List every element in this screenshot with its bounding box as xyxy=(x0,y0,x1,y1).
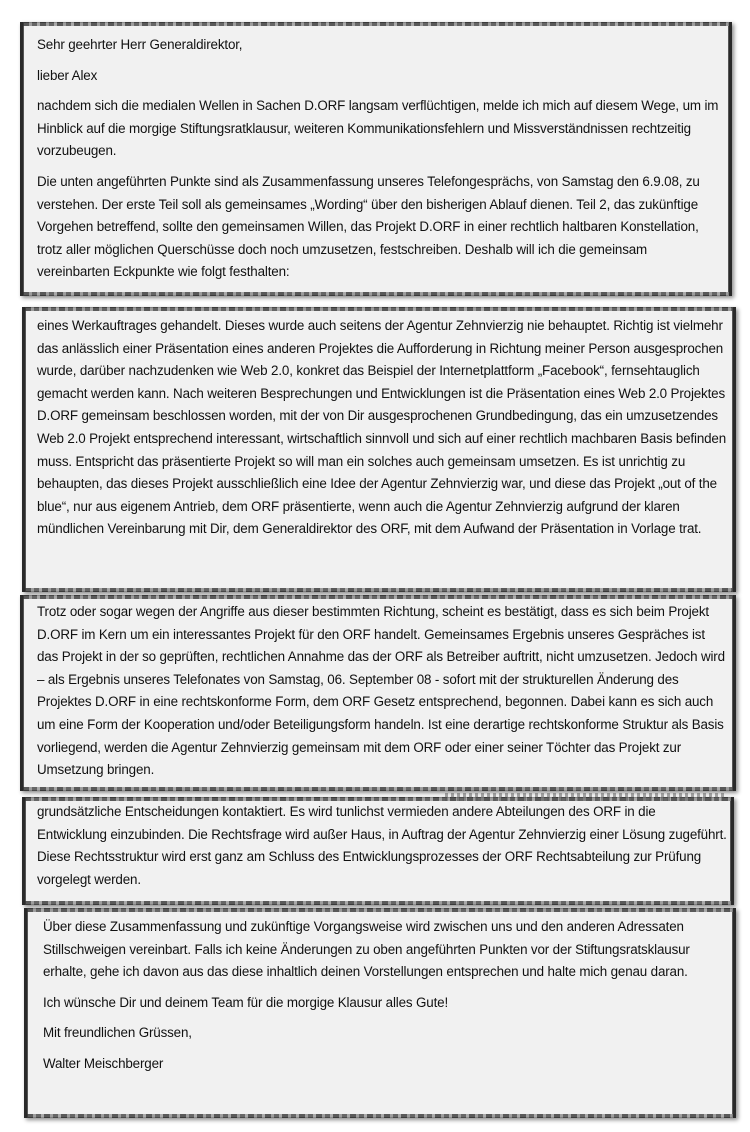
letter-fragment-1 xyxy=(20,22,732,296)
letter-fragment-2 xyxy=(22,307,736,592)
salutation-line-2: lieber Alex xyxy=(37,67,98,83)
procedure-paragraph: grundsätzliche Entscheidungen kontaktiert. Es wird tunlichst vermieden andere Abteilungen des ORF in die Entwicklung einzubinden. Die Rechtsfrage wird außer Haus, in Auftrag der Agentur Zehnvierzig einer Lösung zugeführt. Diese Rechtsstruktur wird erst ganz am Schluss des Entwicklungsprozesses der ORF Rechtsabteilung zur Prüfung vorgelegt werden. xyxy=(37,804,727,887)
intro-paragraph: nachdem sich die medialen Wellen in Sachen D.ORF langsam verflüchtigen, melde ich mich auf diesem Wege, um im Hinblick auf die morgige Stiftungsratklausur, weiteren Kommunikationsfehlern und Missverständnissen rechtzeitig vorzubeugen. xyxy=(37,98,719,159)
letter-fragment-5 xyxy=(24,908,736,1118)
torn-text-remnant xyxy=(445,793,725,801)
confidentiality-paragraph: Über diese Zusammenfassung und zukünftige Vorgangsweise wird zwischen uns und den anderen Adressaten Stillschweigen vereinbart. Falls ich keine Änderungen zu oben angeführten Punkten vor der Stiftungsratsklausur erhalte, gehe ich davon aus das diese inhaltlich deinen Vorstellungen entsprechen und halte mich genau daran. xyxy=(43,919,690,980)
history-paragraph: eines Werkauftrages gehandelt. Dieses wurde auch seitens der Agentur Zehnvierzig nie behauptet. Richtig ist vielmehr das anlässlich einer Präsentation eines anderen Projektes die Aufforderung in Richtung meiner Person ausgesprochen wurde, darüber nachzudenken wie Web 2.0, konkret das Beispiel der Internetplattform „Facebook“, fernsehtauglich gemacht werden kann. Nach weiteren Besprechungen und Entwicklungen ist die Präsentation eines Web 2.0 Projektes D.ORF gemeinsam beschlossen worden, mit der von Dir ausgesprochenen Grundbedingung, das ein umzusetzendes Web 2.0 Projekt entsprechend interessant, wirtschaftlich sinnvoll und sich auf einer rechtlich machbaren Basis befinden muss. Entspricht das präsentierte Projekt so will man ein solches auch gemeinsam umsetzen. Es ist unrichtig zu behaupten, das dieses Projekt ausschließlich eine Idee der Agentur Zehnvierzig war, und diese das Projekt „out of the blue“, nur aus eigenem Antrieb, dem ORF präsentierte, wenn auch die Agentur Zehnvierzig aufgrund der klaren mündlichen Vereinbarung mit Dir, dem Generaldirektor des ORF, mit dem Aufwand der Präsentation in Vorlage trat. xyxy=(37,318,727,537)
letter-fragment-3 xyxy=(20,595,736,791)
salutation-line-1: Sehr geehrter Herr Generaldirektor, xyxy=(37,37,243,52)
closing-line: Mit freundlichen Grüssen, xyxy=(43,1025,192,1041)
signature-name: Walter Meischberger xyxy=(43,1055,164,1071)
summary-paragraph: Die unten angeführten Punkte sind als Zusammenfassung unseres Telefongesprächs, von Samstag den 6.9.08, zu verstehen. Der erste Teil soll als gemeinsames „Wording“ über den bisherigen Ablauf dienen. Teil 2, das zukünftige Vorgehen betreffend, sollte den gemeinsamen Willen, das Projekt D.ORF in einer rechtlich haltbaren Konstellation, trotz aller möglichen Querschüsse doch noch umzusetzen, festschreiben. Deshalb will ich die gemeinsam vereinbarten Eckpunkte wie folgt festhalten: xyxy=(37,173,700,280)
result-paragraph: Trotz oder sogar wegen der Angriffe aus dieser bestimmten Richtung, scheint es bestätigt, dass es sich beim Projekt D.ORF im Kern um ein interessantes Projekt für den ORF handelt. Gemeinsames Ergebnis unseres Gespräches ist das Projekt in der so geprüften, rechtlichen Annahme das der ORF als Betreiber auftritt, nicht umzusetzen. Jedoch wird – als Ergebnis unseres Telefonates von Samstag, 06. September 08 - sofort mit der strukturellen Änderung des Projektes D.ORF in eine rechtskonforme Form, dem ORF Gesetz entsprechend, begonnen. Dabei kann es sich auch um eine Form der Kooperation und/oder Beteiligungsform handeln. Ist eine derartige rechtskonforme Struktur als Basis vorliegend, werden die Agentur Zehnvierzig gemeinsam mit dem ORF oder einer seiner Töchter das Projekt zur Umsetzung bringen. xyxy=(37,604,725,778)
wishes-line: Ich wünsche Dir und deinem Team für die morgige Klausur alles Gute! xyxy=(43,994,449,1010)
letter-fragment-4 xyxy=(22,797,734,905)
